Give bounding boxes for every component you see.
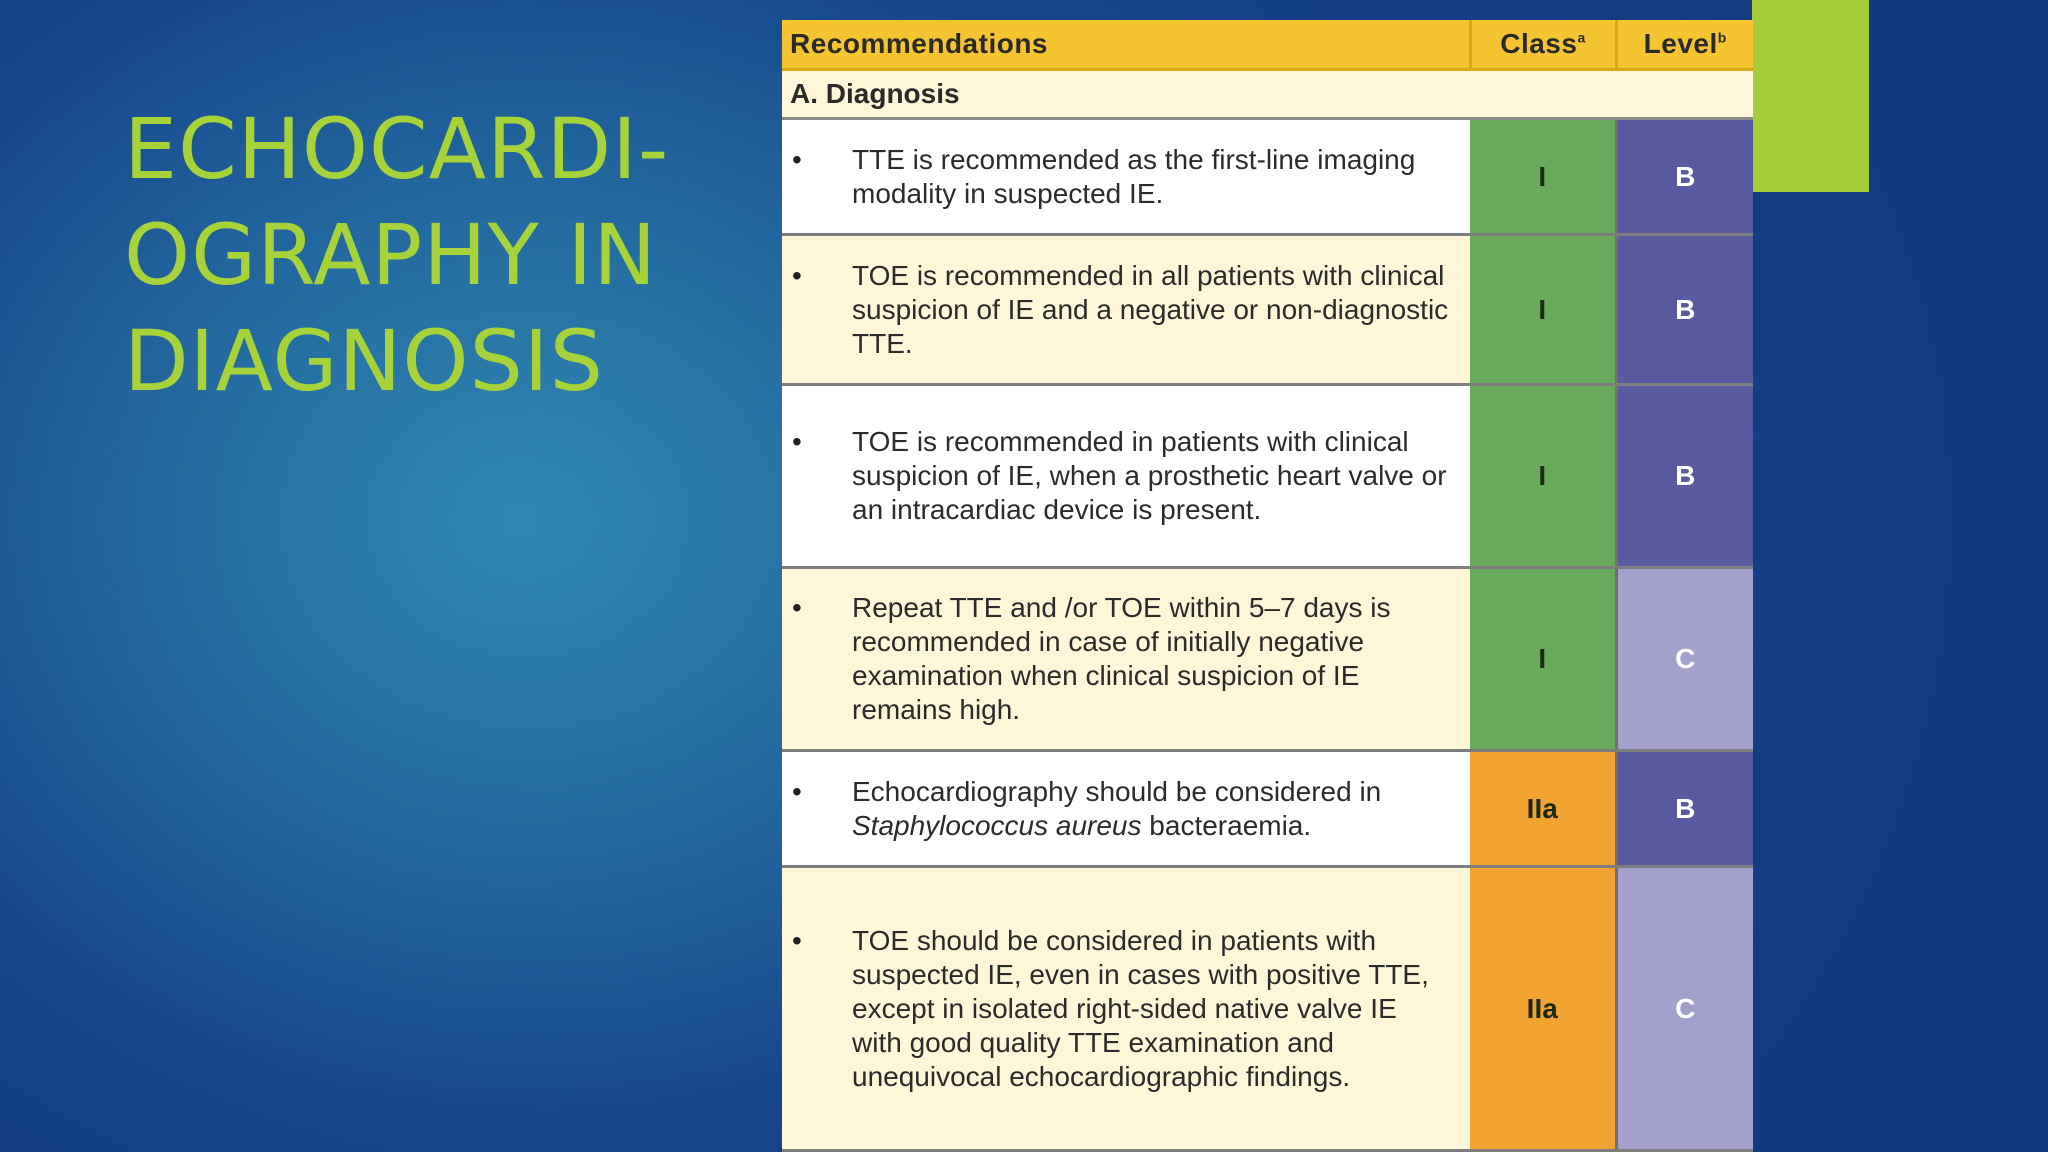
level-cell: B [1616, 119, 1753, 235]
level-cell: C [1616, 867, 1753, 1151]
recommendations-table [782, 20, 1753, 1152]
level-cell: C [1616, 568, 1753, 751]
recommendation-text: Repeat TTE and /or TOE within 5–7 days is recommended in case of initially negative examination when clinical suspicion of IE remains high. [852, 592, 1391, 725]
table-row [782, 385, 1753, 568]
header-class-label: Class [1500, 28, 1578, 59]
header-level-label: Level [1643, 28, 1718, 59]
recommendation-text-cell [782, 751, 1470, 867]
level-cell: B [1616, 235, 1753, 385]
recommendation-text-part: bacteraemia. [1141, 809, 1312, 841]
bullet: • [792, 259, 802, 291]
section-row [782, 70, 1753, 119]
level-cell: B [1616, 385, 1753, 568]
table-row [782, 751, 1753, 867]
table-header-row [782, 20, 1753, 70]
class-cell: IIa [1470, 867, 1616, 1151]
recommendation-text-part: Echocardiography should be considered in [852, 775, 1382, 807]
bullet: • [792, 426, 802, 457]
bullet: • [792, 775, 802, 807]
class-cell: I [1470, 235, 1616, 385]
recommendation-text-cell [782, 385, 1470, 568]
header-level [1616, 20, 1753, 70]
class-cell: IIa [1470, 751, 1616, 867]
bullet: • [792, 143, 802, 175]
header-class [1470, 20, 1616, 70]
recommendation-text: TOE should be considered in patients with suspected IE, even in cases with positive TTE, except in isolated right-sided native valve IE with good quality TTE examination and unequivocal echocardiographic findings. [852, 924, 1429, 1092]
bullet: • [792, 592, 802, 623]
recommendation-text: TOE is recommended in patients with clinical suspicion of IE, when a prosthetic heart valve or an intracardiac device is present. [852, 426, 1447, 525]
class-cell: I [1470, 119, 1616, 235]
accent-block [1752, 0, 1869, 192]
recommendation-text: TTE is recommended as the first-line imaging modality in suspected IE. [852, 143, 1416, 209]
slide-title: ECHOCARDI- OGRAPHY IN DIAGNOSIS [124, 100, 670, 410]
table-row [782, 568, 1753, 751]
header-level-footnote: b [1717, 29, 1727, 46]
class-cell: I [1470, 568, 1616, 751]
table-row [782, 235, 1753, 385]
organism-name: Staphylococcus aureus [852, 809, 1142, 841]
level-cell: B [1616, 751, 1753, 867]
table-row [782, 119, 1753, 235]
table-row [782, 867, 1753, 1151]
recommendation-text-cell [782, 119, 1470, 235]
bullet: • [792, 924, 802, 956]
header-recommendations: Recommendations [782, 20, 1470, 70]
header-class-footnote: a [1577, 29, 1586, 46]
section-heading: A. Diagnosis [782, 70, 1753, 119]
recommendation-text-cell [782, 867, 1470, 1151]
recommendation-text-cell [782, 235, 1470, 385]
class-cell: I [1470, 385, 1616, 568]
recommendation-text-cell [782, 568, 1470, 751]
recommendation-text: TOE is recommended in all patients with clinical suspicion of IE and a negative or non-diagnostic TTE. [852, 259, 1449, 359]
recommendation-text [852, 775, 1450, 843]
